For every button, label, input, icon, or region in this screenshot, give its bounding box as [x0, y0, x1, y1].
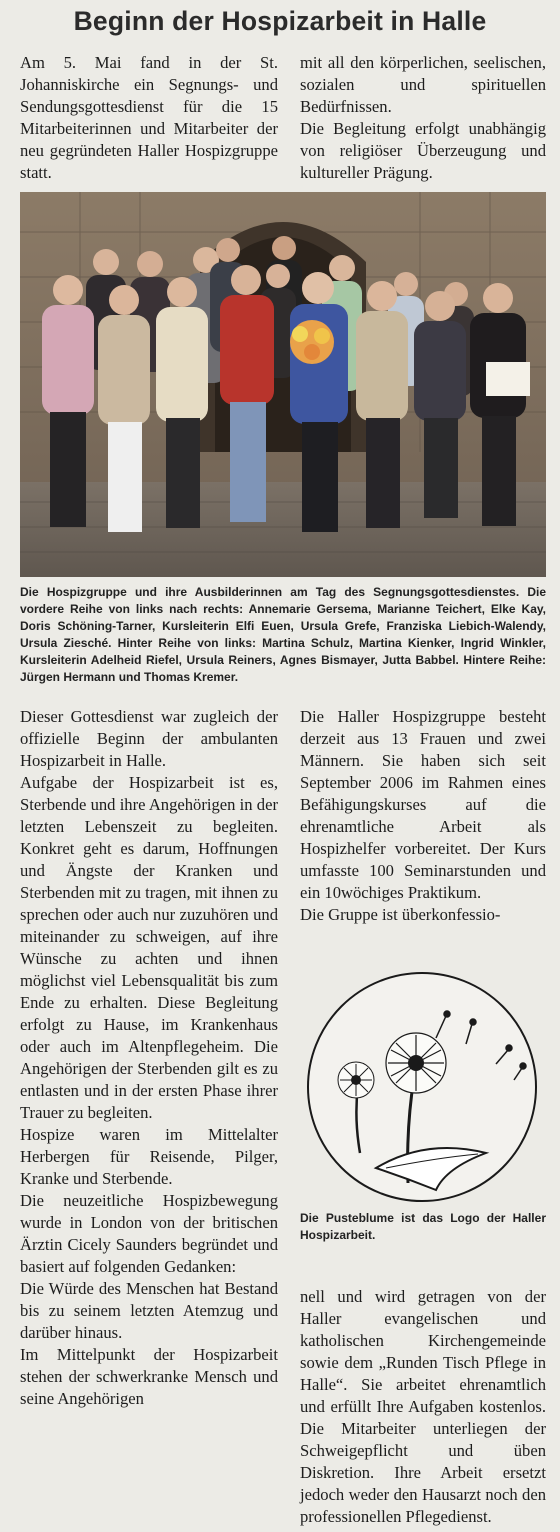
paragraph: Die Haller Hospizgruppe besteht derzeit aus 13 Frauen und zwei Männern. Sie haben sich seit September 2006 im Rahmen eines Befähigungskurses auf die ehrenamtliche Arbeit als Hospizhelfer vorbereitet. Der Kurs umfasste 100 Seminarstunden und ein 10wöchiges Praktikum. [300, 707, 546, 902]
paragraph: Die Begleitung erfolgt unabhängig von religiöser Überzeugung und kultureller Prägung. [300, 119, 546, 182]
paragraph: Die neuzeitliche Hospizbewegung wurde in London von der britischen Ärztin Cicely Saunders begründet und basiert auf folgenden Gedanken: [20, 1191, 278, 1276]
article-title: Beginn der Hospizarbeit in Halle [73, 6, 487, 36]
body-right-column [300, 706, 546, 926]
paragraph: Die Gruppe ist überkonfessio- [300, 905, 501, 924]
paragraph: Im Mittelpunkt der Hospizarbeit stehen der schwerkranke Mensch und seine Angehörigen [20, 1345, 278, 1408]
body-left-column [20, 706, 278, 1410]
group-photo-illustration [20, 192, 546, 577]
paragraph: Hospize waren im Mittelalter Herbergen für Reisende, Pilger, Kranke und Sterbende. [20, 1125, 278, 1188]
paragraph: Aufgabe der Hospizarbeit ist es, Sterbende und ihre Angehörigen in der letzten Lebenszeit zu begleiten. Konkret geht es darum, Hoffnungen und Ängste der Kranken und Sterbenden mit zu tragen, mit ihnen zu sprechen oder auch nur zuzuhören und miteinander zu schweigen, auf ihre Wünsche zu achten und ihnen möglichst viel Lebensqualität bis zum Ende zu erhalten. Diese Begleitung erfolgt zu Hause, im Krankenhaus oder auch im Altenpflegeheim. Die Angehörigen der Sterbenden gilt es zu entlasten und in der ersten Phase ihrer Trauer zu begleiten. [20, 773, 278, 1122]
paragraph: mit all den körperlichen, seelischen, sozialen und spirituellen Bedürfnissen. [300, 53, 546, 116]
body-right-column-continued [300, 1286, 546, 1528]
intro-right-column [300, 52, 546, 184]
dandelion-logo [296, 968, 548, 1206]
paragraph: Am 5. Mai fand in der St. Johanniskirche ein Segnungs- und Sendungsgottesdienst für die 15 Mitarbeiterinnen und Mitarbeiter der neu gegründeten Haller Hospizgruppe statt. [20, 53, 278, 182]
group-photo [20, 192, 546, 577]
logo-caption: Die Pusteblume ist das Logo der Haller Hospizarbeit. [300, 1211, 546, 1242]
paragraph: Dieser Gottesdienst war zugleich der offizielle Beginn der ambulanten Hospizarbeit in Halle. [20, 707, 278, 770]
dandelion-icon [296, 968, 548, 1206]
photo-caption: Die Hospizgruppe und ihre Ausbilderinnen am Tag des Segnungsgottesdienstes. Die vordere Reihe von links nach rechts: Annemarie Gersema, Marianne Teichert, Elke Kay, Doris Schöning-Tarner, Kursleiterin Elfi Euen, Ursula Grefe, Franziska Liebich-Walendy, Ursula Ziesché. Hinter Reihe von links: Martina Schulz, Martina Kienker, Ingrid Winkler, Kursleiterin Adelheid Riefel, Ursula Reiners, Agnes Bismayer, Jutta Babbel. Hintere Reihe: Jürgen Hermann und Thomas Kremer. [20, 585, 546, 684]
intro-left-column [20, 52, 278, 184]
paragraph: Die Würde des Menschen hat Bestand bis zu seinem letzten Atemzug und darüber hinaus. [20, 1279, 278, 1342]
paragraph: nell und wird getragen von der Haller evangelischen und katholischen Kirchengemeinde sowie dem „Runden Tisch Pflege in Halle“. Sie arbeitet ehrenamtlich und erfüllt Ihre Aufgaben kostenlos. Die Mitarbeiter unterliegen der Schweigepflicht und üben Diskretion. Ihre Arbeit ersetzt jedoch weder den Hausarzt noch den professionellen Pflegedienst. [300, 1287, 546, 1526]
